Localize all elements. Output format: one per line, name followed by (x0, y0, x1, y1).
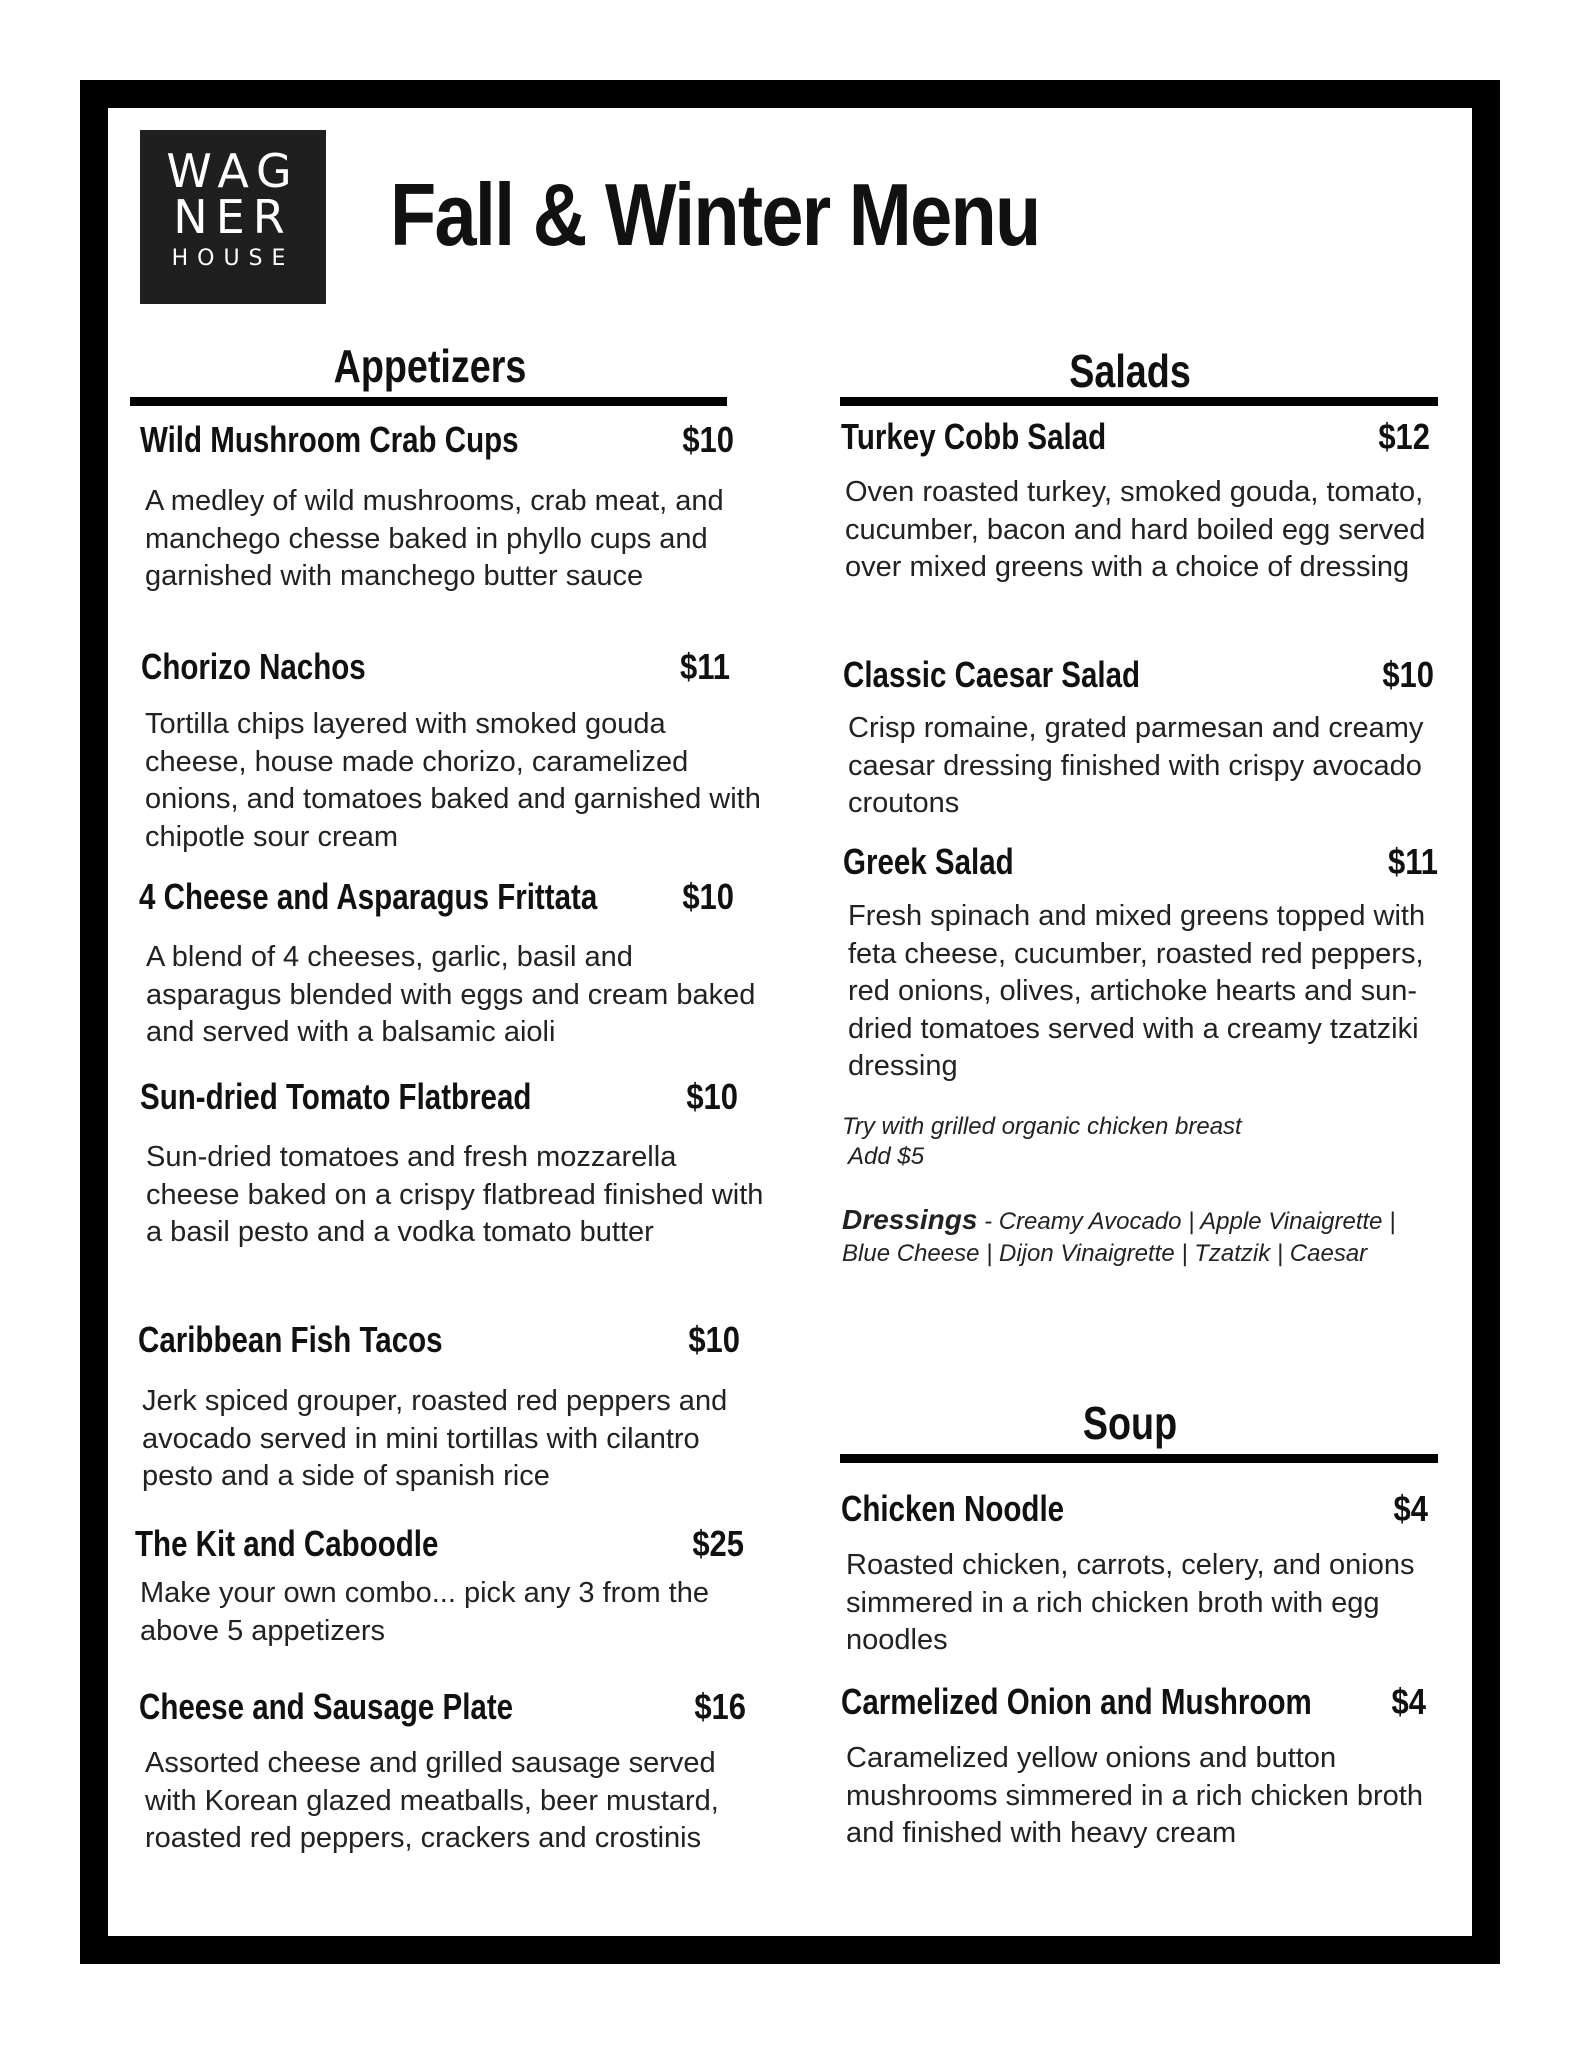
note-line-2: Add $5 (848, 1143, 925, 1170)
menu-item-name: Greek Salad (843, 841, 1014, 882)
soup-heading: Soup (1082, 1397, 1178, 1449)
menu-item-name: Wild Mushroom Crab Cups (140, 419, 519, 460)
menu-item-description: Tortilla chips layered with smoked gouda cheese, house made chorizo, caramelized onions, and tomatoes baked and garnished with chipotle sour cream (145, 708, 761, 853)
menu-item-name: Turkey Cobb Salad (841, 416, 1107, 457)
menu-item-name: Classic Caesar Salad (843, 654, 1141, 695)
menu-item-name: Chicken Noodle (841, 1488, 1065, 1529)
menu-item-price: $10 (1382, 654, 1434, 695)
logo-line-1: WAG (166, 144, 300, 198)
menu-title: Fall & Winter Menu (390, 165, 1040, 264)
menu-item-price: $10 (682, 419, 734, 460)
dressings-list (842, 1204, 1442, 1270)
menu-item-description: Jerk spiced grouper, roasted red peppers and avocado served in mini tortillas with cilantro pesto and a side of spanish rice (142, 1385, 728, 1492)
menu-item-price: $11 (1388, 841, 1438, 882)
logo-line-2: NER (173, 190, 293, 244)
menu-item-price: $11 (680, 646, 730, 687)
menu-item-price: $10 (682, 876, 734, 917)
menu-item-name: The Kit and Caboodle (135, 1523, 439, 1564)
menu-item-name: 4 Cheese and Asparagus Frittata (139, 876, 598, 917)
menu-item-description: Sun-dried tomatoes and fresh mozzarella cheese baked on a crispy flatbread finished with a basil pesto and a vodka tomato butter (146, 1141, 764, 1248)
chicken-addon-note (842, 1112, 1402, 1172)
menu-item-description: Roasted chicken, carrots, celery, and onions simmered in a rich chicken broth with egg noodles (846, 1549, 1415, 1656)
salads-rule (840, 397, 1438, 406)
menu-item-description: A blend of 4 cheeses, garlic, basil and asparagus blended with eggs and cream baked and served with a balsamic aioli (146, 941, 756, 1048)
wagner-house-logo (140, 130, 326, 304)
menu-item-name: Cheese and Sausage Plate (139, 1686, 514, 1727)
menu-item-name: Sun-dried Tomato Flatbread (140, 1076, 532, 1117)
menu-item-description: Oven roasted turkey, smoked gouda, tomato, cucumber, bacon and hard boiled egg served over mixed greens with a choice of dressing (845, 476, 1426, 583)
menu-item-description: A medley of wild mushrooms, crab meat, and manchego chesse baked in phyllo cups and garnished with manchego butter sauce (145, 485, 724, 592)
menu-item-price: $12 (1378, 416, 1430, 457)
menu-item-description: Make your own combo... pick any 3 from the above 5 appetizers (140, 1577, 709, 1647)
menu-item-name: Chorizo Nachos (141, 646, 366, 687)
menu-item-name: Caribbean Fish Tacos (138, 1319, 443, 1360)
menu-item-description: Crisp romaine, grated parmesan and creamy caesar dressing finished with crispy avocado croutons (848, 712, 1424, 819)
soup-rule (840, 1454, 1438, 1463)
menu-item-price: $10 (688, 1319, 740, 1360)
dressings-label: Dressings (842, 1204, 978, 1235)
menu-item-name: Carmelized Onion and Mushroom (841, 1681, 1312, 1722)
salads-heading: Salads (1069, 345, 1191, 397)
menu-item-description: Caramelized yellow onions and button mushrooms simmered in a rich chicken broth and finished with heavy cream (846, 1742, 1423, 1849)
appetizers-heading: Appetizers (333, 340, 527, 392)
appetizers-rule (130, 397, 727, 406)
menu-item-price: $4 (1391, 1681, 1426, 1722)
menu-item-description: Fresh spinach and mixed greens topped with feta cheese, cucumber, roasted red peppers, red onions, olives, artichoke hearts and sun-dried tomatoes served with a creamy tzatziki dressing (848, 900, 1426, 1082)
logo-line-3: HOUSE (171, 246, 295, 271)
menu-item-price: $25 (692, 1523, 744, 1564)
menu-item-price: $4 (1393, 1488, 1428, 1529)
menu-item-price: $16 (694, 1686, 746, 1727)
menu-item-price: $10 (686, 1076, 738, 1117)
note-line-1: Try with grilled organic chicken breast (842, 1113, 1242, 1140)
menu-item-description: Assorted cheese and grilled sausage served with Korean glazed meatballs, beer mustard, roasted red peppers, crackers and crostinis (145, 1747, 719, 1854)
dressings-options: - Creamy Avocado | Apple Vinaigrette | Blue Cheese | Dijon Vinaigrette | Tzatzik | Caesar (842, 1208, 1396, 1267)
